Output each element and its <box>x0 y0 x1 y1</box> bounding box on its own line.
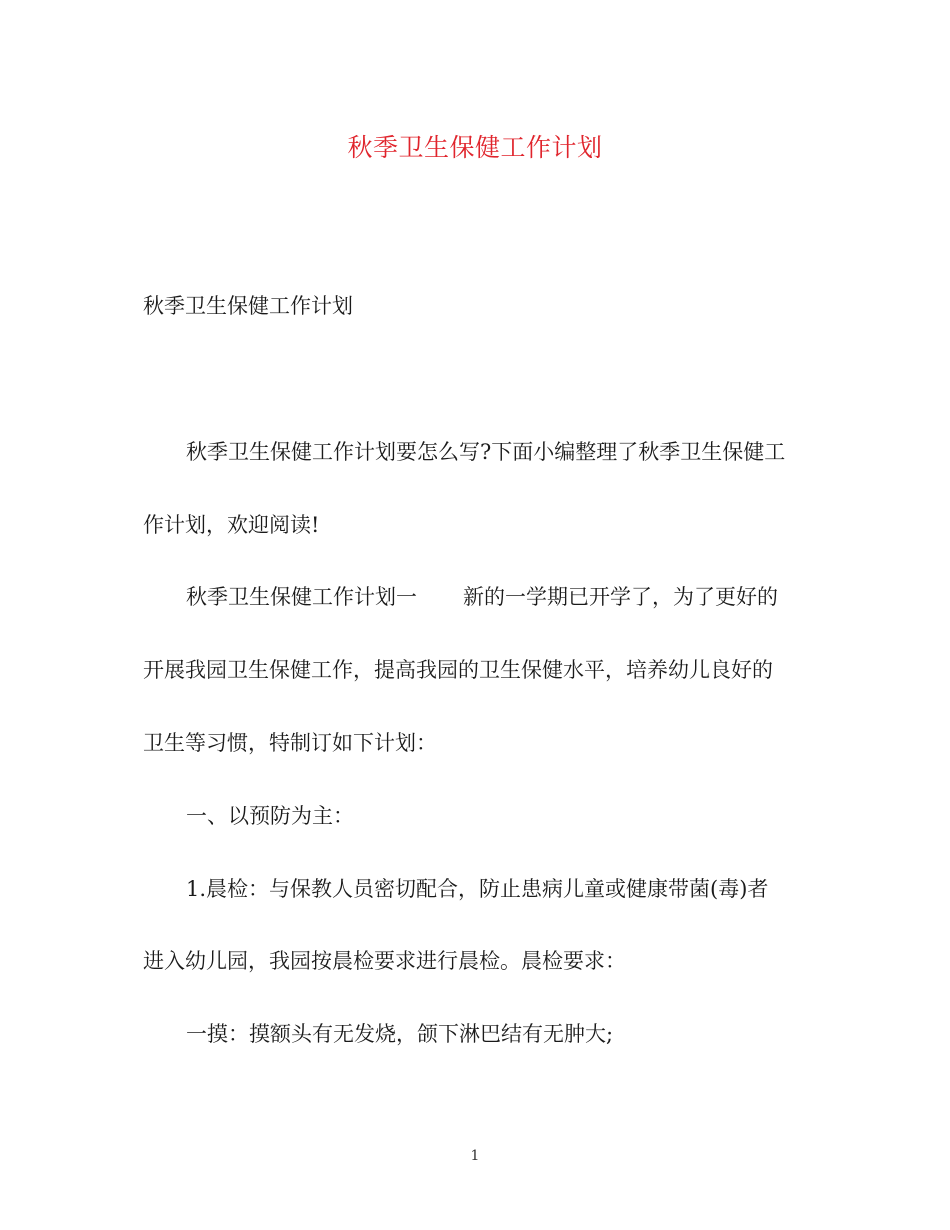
plan-heading: 秋季卫生保健工作计划一 <box>186 585 417 609</box>
paragraph-line: 卫生等习惯，特制订如下计划： <box>143 731 437 755</box>
paragraph-line: 进入幼儿园，我园按晨检要求进行晨检。晨检要求： <box>143 949 626 973</box>
paragraph-line: 秋季卫生保健工作计划要怎么写?下面小编整理了秋季卫生保健工 <box>186 440 786 464</box>
document-subtitle: 秋季卫生保健工作计划 <box>143 294 353 318</box>
page-number: 1 <box>470 1148 480 1164</box>
section-heading: 一、以预防为主： <box>186 804 354 828</box>
paragraph-line: 一摸：摸额头有无发烧，颌下淋巴结有无肿大; <box>186 1022 614 1046</box>
paragraph-line <box>186 582 778 612</box>
paragraph-line: 1.晨检：与保教人员密切配合，防止患病儿童或健康带菌(毒)者 <box>186 877 769 901</box>
document-title: 秋季卫生保健工作计划 <box>347 133 603 162</box>
paragraph-line: 开展我园卫生保健工作，提高我园的卫生保健水平，培养幼儿良好的 <box>143 658 773 682</box>
paragraph-line: 作计划，欢迎阅读! <box>143 513 320 537</box>
paragraph-text: 新的一学期已开学了，为了更好的 <box>463 585 778 609</box>
